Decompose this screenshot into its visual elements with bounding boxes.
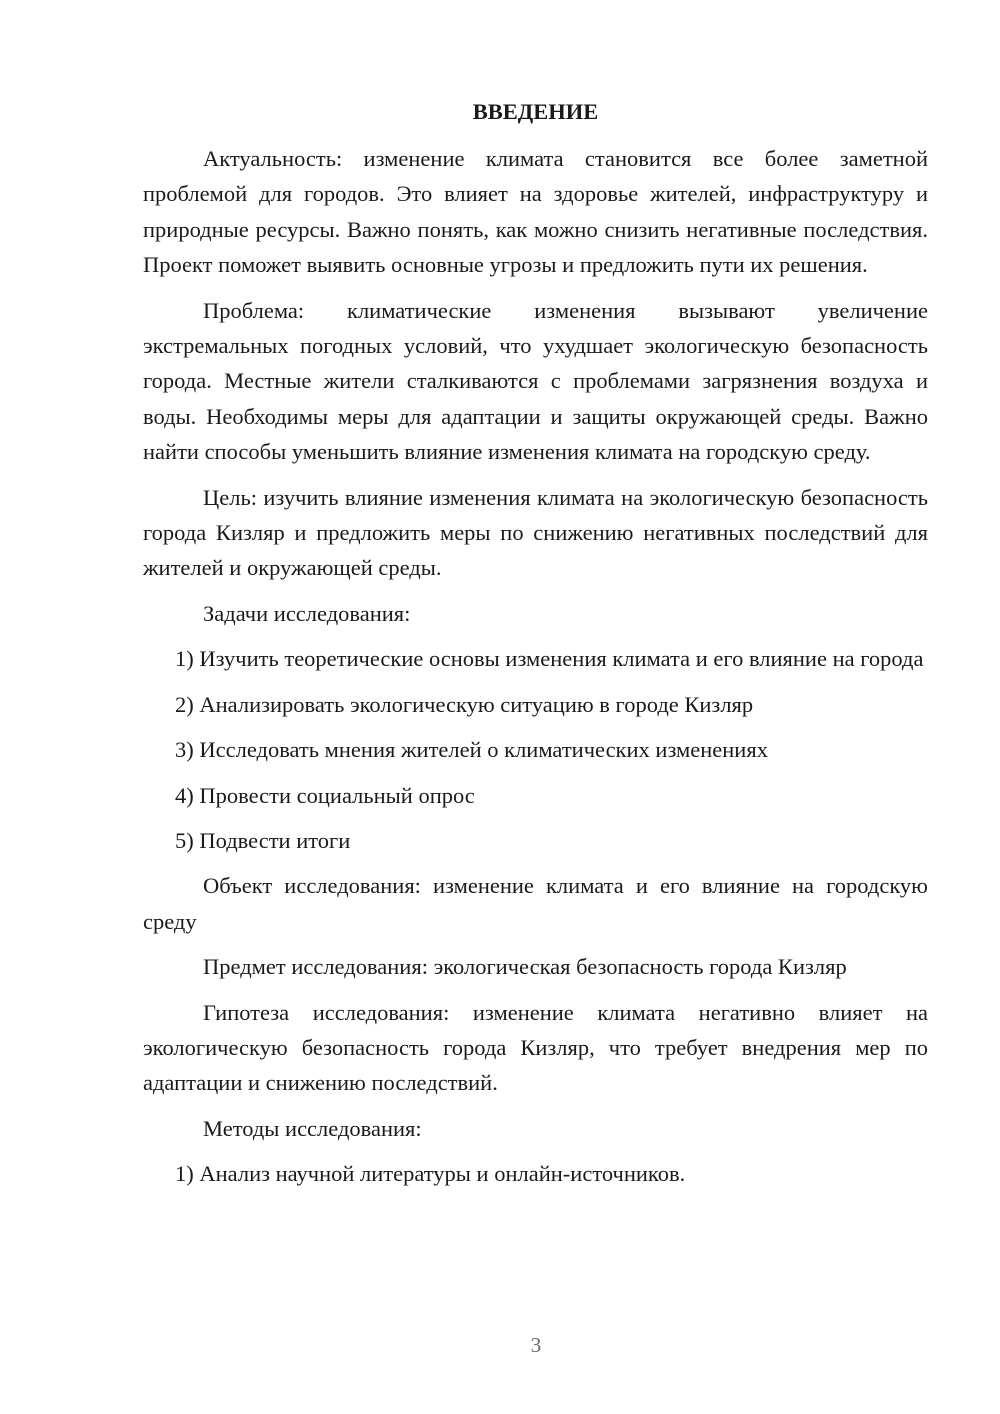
task-item: 5) Подвести итоги: [175, 827, 351, 853]
paragraph-subject: Предмет исследования: экологическая безопасность города Кизляр: [203, 954, 847, 980]
paragraph-hypothesis: Гипотеза исследования: изменение климата негативно влияет на экологическую безопасность города Кизляр, что требует внедрения мер по адаптации и снижению последствий.: [143, 999, 928, 1096]
method-item: 1) Анализ научной литературы и онлайн-источников.: [175, 1161, 686, 1187]
task-item: 2) Анализировать экологическую ситуацию в городе Кизляр: [175, 691, 754, 717]
task-item: 3) Исследовать мнения жителей о климатических изменениях: [175, 737, 768, 763]
paragraph-goal: Цель: изучить влияние изменения климата на экологическую безопасность города Кизляр и предложить меры по снижению негативных последствий для жителей и окружающей среды.: [143, 484, 928, 581]
paragraph-object: Объект исследования: изменение климата и его влияние на городскую среду: [143, 873, 928, 934]
section-title: ВВЕДЕНИЕ: [472, 99, 599, 124]
task-item: 1) Изучить теоретические основы изменения климата и его влияние на города: [175, 646, 924, 672]
methods-heading: Методы исследования:: [203, 1115, 422, 1141]
tasks-heading: Задачи исследования:: [203, 600, 411, 626]
document-page: [143, 94, 928, 1202]
page-number: 3: [530, 1333, 542, 1357]
task-item: 4) Провести социальный опрос: [175, 782, 475, 808]
paragraph-relevance: Актуальность: изменение климата становится все более заметной проблемой для городов. Это влияет на здоровье жителей, инфраструктуру и природные ресурсы. Важно понять, как можно снизить негативные последствия. Проект поможет выявить основные угрозы и предложить пути их решения.: [143, 146, 928, 278]
paragraph-problem: Проблема: климатические изменения вызывают увеличение экстремальных погодных условий, что ухудшает экологическую безопасность города. Местные жители сталкиваются с проблемами загрязнения воздуха и воды. Необходимы меры для адаптации и защиты окружающей среды. Важно найти способы уменьшить влияние изменения климата на городскую среду.: [143, 297, 928, 465]
